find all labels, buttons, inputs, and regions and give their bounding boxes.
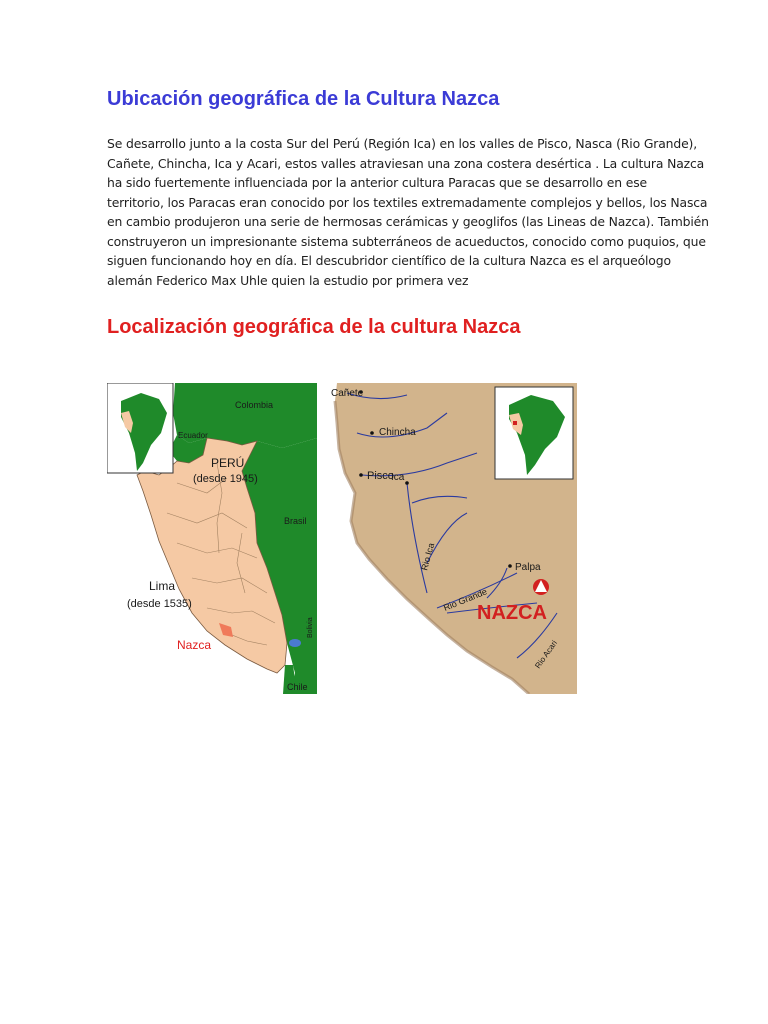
- heading-localizacion: Localización geográfica de la cultura Nazca: [107, 316, 521, 338]
- label-pisco: Pisco: [367, 470, 394, 482]
- paragraph-line: alemán Federico Max Uhle quien la estudio por primera vez: [107, 272, 469, 288]
- nazca-marker-icon: [533, 579, 549, 595]
- label-colombia: Colombia: [235, 400, 274, 410]
- label-brasil: Brasil: [284, 516, 307, 526]
- paragraph-line: en cambio produjeron una serie de hermosas cerámicas y geoglifos (las Lineas de Nazca). También: [107, 214, 709, 229]
- right-map: [320, 383, 577, 694]
- right-inset-map: [495, 387, 573, 479]
- paragraph-line: territorio, los Paracas eran conocido por los textiles extremadamente complejos y bellos, los Nasca: [107, 194, 708, 210]
- label-ecuador: Ecuador: [178, 431, 208, 440]
- dot-chincha: [370, 431, 374, 435]
- heading-ubicacion: Ubicación geográfica de la Cultura Nazca: [107, 88, 500, 110]
- dot-palpa: [508, 564, 512, 568]
- paragraph-line: Cañete, Chincha, Ica y Acari, estos valles atraviesan una zona costera desértica . La cultura Nazca: [107, 155, 705, 171]
- label-lima: Lima: [149, 579, 176, 593]
- label-bolivia: Bolivia: [307, 617, 314, 638]
- label-peru-since: (desde 1945): [193, 473, 258, 485]
- left-map: [107, 383, 317, 694]
- dot-ica: [405, 481, 409, 485]
- label-rio-acari: Rio Acari: [533, 638, 560, 671]
- label-nazca-right: NAZCA: [477, 602, 547, 624]
- paragraph-line: ha sido fuertemente influenciada por la anterior cultura Paracas que se desarrollo en ese: [107, 175, 647, 190]
- label-chincha: Chincha: [379, 427, 416, 438]
- label-chile: Chile: [287, 682, 308, 692]
- label-peru: PERÚ: [211, 456, 245, 470]
- label-rio-ica: Rio Ica: [419, 541, 437, 572]
- label-lima-since: (desde 1535): [127, 598, 192, 610]
- dot-pisco: [359, 473, 363, 477]
- paragraph-line: construyeron un impresionante sistema subterráneos de acueductos, conocido como puquios, que: [107, 233, 706, 249]
- intro-paragraph: [107, 134, 709, 290]
- label-ica: Ica: [391, 472, 405, 483]
- label-nazca-left: Nazca: [177, 638, 212, 652]
- label-palpa: Palpa: [515, 562, 541, 573]
- lake-titicaca: [289, 639, 301, 647]
- left-inset-map: [107, 383, 173, 473]
- paragraph-line: siguen funcionando hoy en día. El descubridor científico de la cultura Nazca es el arqueólogo: [107, 253, 671, 268]
- label-rio-grande: Rio Grande: [442, 586, 489, 613]
- nazca-location-map: [107, 383, 577, 694]
- paragraph-line: Se desarrollo junto a la costa Sur del Perú (Región Ica) en los valles de Pisco, Nasca (Rio Grande),: [107, 136, 698, 151]
- label-canete: Cañete: [331, 388, 364, 399]
